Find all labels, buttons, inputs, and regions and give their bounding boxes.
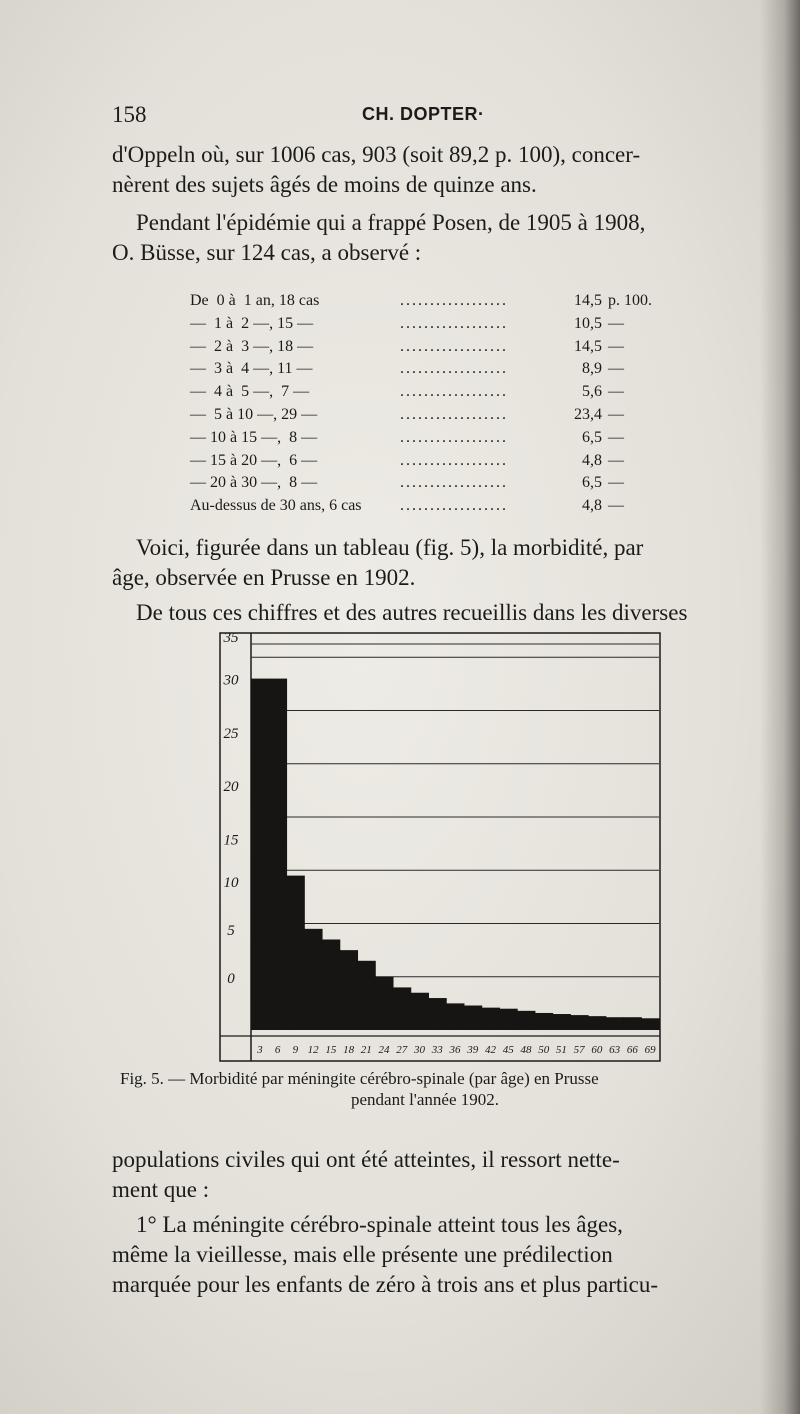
x-tick-label: 30 <box>414 1044 426 1056</box>
y-tick-label: 0 <box>227 970 235 987</box>
bar <box>464 1006 482 1030</box>
paragraph-populations <box>112 1145 762 1205</box>
percentage-value: 4,8 <box>582 497 602 515</box>
ditto-dash: — <box>608 360 624 378</box>
x-tick-label: 21 <box>360 1044 372 1056</box>
x-tick-label: 15 <box>325 1044 337 1056</box>
age-cases-table <box>190 290 690 518</box>
ditto-dash: — <box>608 451 624 469</box>
table-row <box>190 290 690 313</box>
table-row <box>190 472 690 495</box>
unit-label: p. 100. <box>608 292 652 309</box>
x-tick-label: 24 <box>378 1044 390 1056</box>
age-range-label: — 4 à 5 —, 7 — <box>190 383 310 401</box>
bar <box>553 1014 571 1030</box>
x-tick-label: 6 <box>274 1044 281 1056</box>
running-head: CH. DOPTER· <box>362 104 485 124</box>
table-row <box>190 495 690 518</box>
bar <box>393 987 411 1030</box>
x-tick-label: 69 <box>644 1044 656 1056</box>
bar <box>446 1003 464 1030</box>
bar <box>535 1013 553 1030</box>
age-range-label: — 2 à 3 —, 18 — <box>190 337 314 355</box>
x-tick-label: 27 <box>396 1044 408 1056</box>
text-line: 1° La méningite cérébro-spinale atteint tous les âges, <box>136 1212 623 1237</box>
x-tick-label: 48 <box>520 1044 532 1056</box>
table-row <box>190 404 690 427</box>
bar <box>570 1015 588 1030</box>
text-line: O. Büsse, sur 124 cas, a observé : <box>112 240 422 265</box>
paragraph-oppeln <box>112 140 762 200</box>
bar <box>606 1017 624 1030</box>
age-range-label: — 10 à 15 —, 8 — <box>190 428 318 446</box>
age-range-label: — 5 à 10 —, 29 — <box>190 405 318 423</box>
percentage-value: 10,5 <box>574 314 602 332</box>
bar <box>428 998 446 1030</box>
x-tick-label: 63 <box>609 1044 621 1056</box>
percentage-value: 23,4 <box>574 405 602 423</box>
y-tick-label: 35 <box>223 632 239 646</box>
bar <box>411 993 429 1030</box>
leader-dots: .................. <box>400 314 508 332</box>
x-tick-label: 51 <box>555 1044 567 1056</box>
leader-dots: .................. <box>400 337 508 355</box>
y-tick-label: 15 <box>223 832 239 849</box>
bar <box>322 939 340 1030</box>
leader-dots: .................. <box>400 383 508 401</box>
ditto-dash: — <box>608 337 624 355</box>
x-tick-label: 42 <box>484 1044 496 1056</box>
age-range-label: Au-dessus de 30 ans, 6 cas <box>190 497 362 515</box>
bar <box>517 1011 535 1030</box>
x-tick-label: 18 <box>343 1044 355 1056</box>
leader-dots: .................. <box>400 451 508 469</box>
text-line: De tous ces chiffres et des autres recueillis dans les diverses <box>136 600 688 625</box>
bar <box>340 950 358 1030</box>
bar <box>588 1016 606 1030</box>
paragraph-posen <box>112 208 762 268</box>
table-row <box>190 427 690 450</box>
ditto-dash: — <box>608 497 624 515</box>
x-tick-label: 45 <box>502 1044 514 1056</box>
x-tick-label: 60 <box>591 1044 603 1056</box>
percentage-value: 4,8 <box>582 451 602 469</box>
bar <box>357 961 375 1030</box>
bar <box>375 977 393 1030</box>
page-spine-shadow <box>760 0 800 1414</box>
bar <box>251 679 269 1030</box>
x-tick-label: 50 <box>538 1044 550 1056</box>
percentage-value: 6,5 <box>582 474 602 492</box>
paragraph-figures-summary <box>112 598 762 628</box>
text-line: âge, observée en Prusse en 1902. <box>112 565 416 590</box>
leader-dots: .................. <box>400 292 508 309</box>
x-tick-label: 39 <box>467 1044 479 1056</box>
x-tick-label: 36 <box>449 1044 461 1056</box>
table-row <box>190 336 690 359</box>
text-line: nèrent des sujets âgés de moins de quinze ans. <box>112 172 537 197</box>
bar <box>269 679 287 1030</box>
percentage-value: 14,5 <box>574 337 602 355</box>
table-row <box>190 313 690 336</box>
text-line: Voici, figurée dans un tableau (fig. 5), la morbidité, par <box>136 535 644 560</box>
y-tick-label: 10 <box>223 874 239 891</box>
leader-dots: .................. <box>400 405 508 423</box>
text-line: populations civiles qui ont été atteintes, il ressort nette- <box>112 1147 620 1172</box>
x-tick-label: 57 <box>573 1044 585 1056</box>
percentage-value: 6,5 <box>582 428 602 446</box>
age-range-label: De 0 à 1 an, 18 cas <box>190 292 320 309</box>
page-number: 158 <box>112 102 147 127</box>
ditto-dash: — <box>608 383 624 401</box>
paragraph-conclusion-1 <box>112 1210 762 1300</box>
bar <box>499 1009 517 1030</box>
leader-dots: .................. <box>400 360 508 378</box>
chart-svg <box>219 632 661 1062</box>
bar <box>624 1017 642 1030</box>
text-line: Pendant l'épidémie qui a frappé Posen, de 1905 à 1908, <box>136 210 646 235</box>
figure-caption <box>120 1068 770 1110</box>
table-row <box>190 450 690 473</box>
leader-dots: .................. <box>400 474 508 492</box>
leader-dots: .................. <box>400 428 508 446</box>
morbidity-bar-chart <box>219 632 661 1062</box>
y-tick-label: 5 <box>227 922 235 939</box>
ditto-dash: — <box>608 474 624 492</box>
page-header <box>112 102 672 130</box>
text-line: marquée pour les enfants de zéro à trois ans et plus particu- <box>112 1272 659 1297</box>
age-range-label: — 1 à 2 —, 15 — <box>190 314 314 332</box>
x-tick-label: 3 <box>257 1044 263 1056</box>
age-range-label: — 3 à 4 —, 11 — <box>190 360 313 378</box>
text-line: ment que : <box>112 1177 210 1202</box>
x-tick-label: 12 <box>307 1044 319 1056</box>
age-range-label: — 20 à 30 —, 8 — <box>190 474 318 492</box>
x-tick-label: 33 <box>431 1044 443 1056</box>
bar <box>482 1008 500 1030</box>
caption-line: pendant l'année 1902. <box>351 1090 499 1109</box>
ditto-dash: — <box>608 428 624 446</box>
bar <box>641 1018 659 1030</box>
caption-line: Fig. 5. — Morbidité par méningite cérébro-spinale (par âge) en Prusse <box>120 1069 599 1088</box>
percentage-value: 8,9 <box>582 360 602 378</box>
paragraph-figure-intro <box>112 533 762 593</box>
age-range-label: — 15 à 20 —, 6 — <box>190 451 318 469</box>
percentage-value: 14,5 <box>574 292 602 309</box>
y-tick-label: 20 <box>223 779 239 796</box>
table-row <box>190 358 690 381</box>
bar <box>286 876 304 1030</box>
text-line: même la vieillesse, mais elle présente une prédilection <box>112 1242 613 1267</box>
ditto-dash: — <box>608 314 624 332</box>
y-tick-label: 30 <box>223 672 239 689</box>
bar <box>304 929 322 1030</box>
text-line: d'Oppeln où, sur 1006 cas, 903 (soit 89,2 p. 100), concer- <box>112 142 641 167</box>
y-tick-label: 25 <box>223 725 239 742</box>
ditto-dash: — <box>608 405 624 423</box>
percentage-value: 5,6 <box>582 383 602 401</box>
table-row <box>190 381 690 404</box>
x-tick-label: 66 <box>626 1044 638 1056</box>
x-tick-label: 9 <box>292 1044 299 1056</box>
leader-dots: .................. <box>400 497 508 515</box>
